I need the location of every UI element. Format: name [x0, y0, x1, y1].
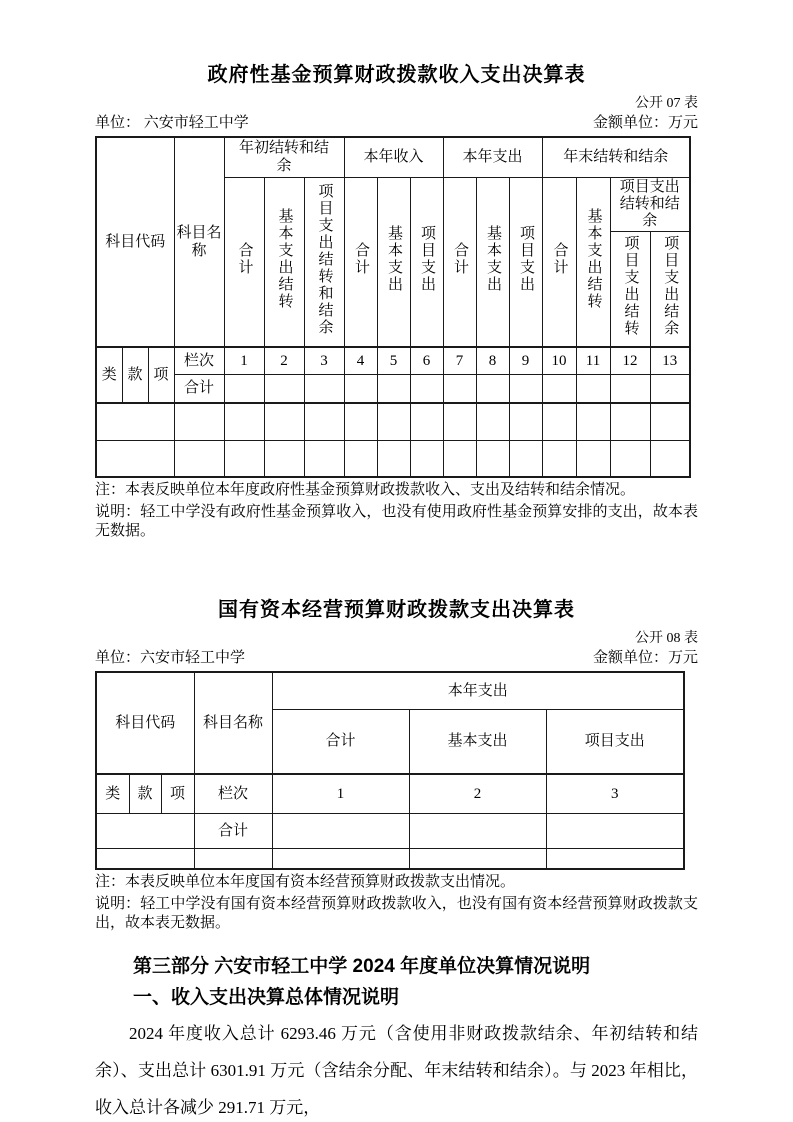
subject-code-cell [96, 403, 174, 440]
data-cell [476, 403, 509, 440]
subject-code-header: 科目代码 [96, 137, 174, 347]
col-number: 1 [224, 347, 264, 374]
data-cell [576, 403, 610, 440]
subject-name-header: 科目名称 [194, 672, 272, 774]
item-header: 项 [161, 774, 194, 813]
subject-code-cell [96, 848, 194, 869]
col-header-basic-expense: 基本支出 [409, 709, 546, 774]
data-cell [344, 440, 377, 477]
group-header-year-income: 本年收入 [344, 137, 443, 177]
table2-note: 注：本表反映单位本年度国有资本经营预算财政拨款支出情况。 [95, 874, 516, 890]
vcol-header-total: 合计 [443, 177, 476, 347]
kuan-header: 款 [122, 347, 148, 403]
vcol-header-project-expense: 项目支出 [410, 177, 443, 347]
data-cell [610, 440, 650, 477]
data-cell [443, 440, 476, 477]
vcol-header-project-carryover: 项目支出结转 [610, 231, 650, 347]
section-subheading: 一、收入支出决算总体情况说明 [133, 987, 400, 1008]
vcol-header-basic-expense: 基本支出 [377, 177, 410, 347]
table1-amount-unit: 金额单位：万元 [592, 115, 698, 131]
group-header-year-expense: 本年支出 [272, 672, 684, 709]
section-heading: 第三部分 六安市轻工中学 2024 年度单位决算情况说明 [133, 956, 591, 977]
col-header-project-expense: 项目支出 [546, 709, 684, 774]
data-cell [264, 374, 304, 403]
data-cell [377, 403, 410, 440]
vcol-header-project-expense: 项目支出 [509, 177, 542, 347]
col-number: 2 [264, 347, 304, 374]
data-cell [542, 374, 576, 403]
col-number: 3 [546, 774, 684, 813]
data-cell [304, 440, 344, 477]
col-number: 10 [542, 347, 576, 374]
vcol-header-total: 合计 [224, 177, 264, 347]
gov-fund-table [95, 136, 691, 478]
vcol-header-project-carryover-balance: 项目支出结转和结余 [304, 177, 344, 347]
col-number: 6 [410, 347, 443, 374]
col-number: 4 [344, 347, 377, 374]
data-cell [509, 403, 542, 440]
col-number: 12 [610, 347, 650, 374]
table1-explanation: 说明：轻工中学没有政府性基金预算收入，也没有使用政府性基金预算安排的支出，故本表无数据。 [95, 504, 698, 539]
col-number: 11 [576, 347, 610, 374]
data-cell [650, 440, 690, 477]
vcol-header-total: 合计 [344, 177, 377, 347]
state-capital-table [95, 671, 685, 870]
table2-title: 国有资本经营预算财政拨款支出决算表 [218, 599, 575, 621]
section-paragraph: 2024 年度收入总计 6293.46 万元（含使用非财政拨款结余、年初结转和结余）、支出总计 6301.91 万元（含结余分配、年末结转和结余）。与 2023 年相比，收入总计各减少 291.71 万元， [95, 1024, 698, 1117]
data-cell [542, 403, 576, 440]
class-header: 类 [96, 774, 129, 813]
vcol-header-total: 合计 [542, 177, 576, 347]
table2-amount-unit: 金额单位：万元 [592, 650, 698, 666]
col-number: 5 [377, 347, 410, 374]
subject-name-cell [174, 440, 224, 477]
data-cell [650, 403, 690, 440]
table2-unit: 单位：六安市轻工中学 [95, 650, 246, 666]
col-number: 7 [443, 347, 476, 374]
vcol-header-basic-expense: 基本支出 [476, 177, 509, 347]
group-header-end-balance: 年末结转和结余 [542, 137, 690, 177]
data-cell [377, 440, 410, 477]
data-cell [409, 813, 546, 848]
col-number: 1 [272, 774, 409, 813]
data-cell [576, 374, 610, 403]
data-cell [443, 403, 476, 440]
item-header: 项 [148, 347, 174, 403]
subject-code-cell [96, 440, 174, 477]
data-cell [272, 813, 409, 848]
table1-title: 政府性基金预算财政拨款收入支出决算表 [207, 64, 586, 86]
data-cell [443, 374, 476, 403]
col-number: 2 [409, 774, 546, 813]
data-cell [377, 374, 410, 403]
col-number: 3 [304, 347, 344, 374]
table1-note: 注：本表反映单位本年度政府性基金预算财政拨款收入、支出及结转和结余情况。 [95, 482, 636, 498]
data-cell [224, 440, 264, 477]
subject-code-cell [96, 813, 194, 848]
data-cell [509, 440, 542, 477]
table2-explanation: 说明：轻工中学没有国有资本经营预算财政拨款收入，也没有国有资本经营预算财政拨款支出，故本表无数据。 [95, 896, 698, 931]
vcol-header-basic-carryover: 基本支出结转 [264, 177, 304, 347]
table1-unit: 单位： 六安市轻工中学 [95, 115, 249, 131]
subject-name-cell [194, 848, 272, 869]
vcol-header-basic-carryover: 基本支出结转 [576, 177, 610, 347]
data-cell [476, 440, 509, 477]
col-number: 9 [509, 347, 542, 374]
data-cell [224, 374, 264, 403]
data-cell [272, 848, 409, 869]
group-header-year-expense: 本年支出 [443, 137, 542, 177]
data-cell [546, 813, 684, 848]
col-header-total: 合计 [272, 709, 409, 774]
total-row-label: 合计 [194, 813, 272, 848]
total-row-label: 合计 [174, 374, 224, 403]
subject-name-cell [174, 403, 224, 440]
data-cell [546, 848, 684, 869]
data-cell [304, 374, 344, 403]
table1-meta-line [95, 114, 698, 132]
data-cell [264, 440, 304, 477]
subgroup-header-project-balance: 项目支出结转和结余 [610, 177, 690, 231]
vcol-header-project-balance: 项目支出结余 [650, 231, 690, 347]
class-header: 类 [96, 347, 122, 403]
data-cell [410, 403, 443, 440]
data-cell [409, 848, 546, 869]
kuan-header: 款 [129, 774, 161, 813]
data-cell [576, 440, 610, 477]
table2-code: 公开 08 表 [635, 631, 698, 646]
data-cell [542, 440, 576, 477]
subject-code-header: 科目代码 [96, 672, 194, 774]
data-cell [304, 403, 344, 440]
data-cell [410, 440, 443, 477]
data-cell [476, 374, 509, 403]
col-number: 8 [476, 347, 509, 374]
table2-meta-line [95, 649, 698, 667]
data-cell [610, 403, 650, 440]
subject-name-header: 科目名称 [174, 137, 224, 347]
data-cell [410, 374, 443, 403]
lanci-label: 栏次 [174, 347, 224, 374]
group-header-begin-balance: 年初结转和结余 [224, 137, 344, 177]
data-cell [509, 374, 542, 403]
col-number: 13 [650, 347, 690, 374]
data-cell [344, 403, 377, 440]
data-cell [224, 403, 264, 440]
data-cell [650, 374, 690, 403]
lanci-label: 栏次 [194, 774, 272, 813]
data-cell [264, 403, 304, 440]
table1-code: 公开 07 表 [635, 96, 698, 111]
data-cell [344, 374, 377, 403]
data-cell [610, 374, 650, 403]
